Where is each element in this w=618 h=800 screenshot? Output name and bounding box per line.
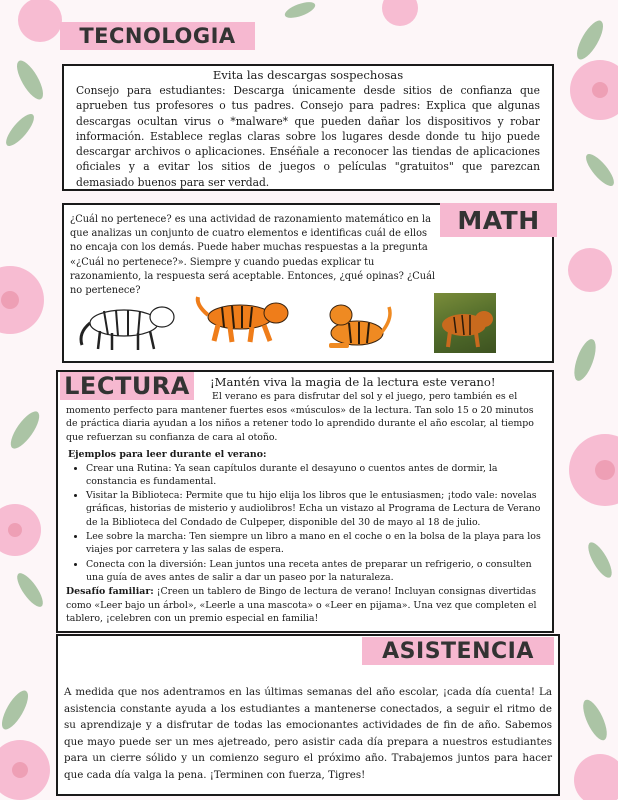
lectura-list <box>66 462 544 585</box>
tiger-photo-image <box>434 293 496 353</box>
lectura-heading: ¡Mantén viva la magia de la lectura este verano! <box>210 375 496 389</box>
white-tiger-sketch-image <box>74 293 179 353</box>
list-item: • Crear una Rutina: Ya sean capítulos durante el desayuno o cuentos antes de dormir, la constancia es fundamental. <box>86 462 544 489</box>
asistencia-banner: ASISTENCIA <box>362 637 554 665</box>
challenge-text: ¡Creen un tablero de Bingo de lectura de verano! Incluyan consignas divertidas como «Leer bajo un árbol», «Leerle a una mascota» o «Leer en pijama». Una vez que completen el tablero, ¡celebren con un premio especial en familia! <box>66 586 537 625</box>
lectura-challenge <box>66 585 544 626</box>
lectura-banner: LECTURA <box>60 372 194 400</box>
tecnologia-body: Consejo para estudiantes: Descarga únicamente desde sitios de confianza que aprueben tus profesores o tus padres. Consejo para padres: Explica que algunas descargas ocultan virus o *malware* que pueden dañar los dispositivos y robar información. Establece reglas claras sobre los lugares desde donde tu hijo puede descargar archivos o aplicaciones. Enséñale a reconocer las tiendas de aplicaciones oficiales y a evitar los sitios de juegos o películas "gratuitos" que parezcan demasiado buenos para ser verdad. <box>76 84 540 189</box>
lectura-subhead: Ejemplos para leer durante el verano: <box>68 449 267 460</box>
tecnologia-banner: TECNOLOGIA <box>60 22 255 50</box>
math-banner: MATH <box>440 203 557 237</box>
asistencia-body: A medida que nos adentramos en las últimas semanas del año escolar, ¡cada día cuenta! La asistencia constante ayuda a los estudiantes a mantenerse conectados, a seguir el ritmo de su aprendizaje y a disfrutar de todas las emocionantes actividades de fin de año. Sabemos que mayo puede ser un mes ajetreado, pero asistir cada día prepara a nuestros estudiantes para un cierre sólido y un comienzo seguro el próximo año. Trabajemos juntos para hacer que cada día valga la pena. ¡Terminen con fuerza, Tigres! <box>64 686 552 781</box>
list-item: • Conecta con la diversión: Lean juntos una receta antes de preparar un refrigerio, o consulten una guía de aves antes de salir a dar un paseo por la naturaleza. <box>86 558 544 585</box>
lectura-section <box>56 370 554 633</box>
lectura-intro: El verano es para disfrutar del sol y el juego, pero también es el momento perfecto para mantener fuertes esos «músculos» de la lectura. Tan solo 15 o 20 minutos de práctica diaria ayudan a los niños a retener todo lo aprendido durante el año escolar, al tiempo que refuerzan su confianza de cara al otoño. <box>66 391 534 443</box>
tiger-images <box>64 293 552 361</box>
tecnologia-title: Evita las descargas sospechosas <box>212 68 404 82</box>
list-item: • Lee sobre la marcha: Ten siempre un libro a mano en el coche o en la bolsa de la playa para los viajes por carretera y las salas de espera. <box>86 530 544 557</box>
list-item: • Visitar la Biblioteca: Permite que tu hijo elija los libros que le entusiasmen; ¡todo vale: novelas gráficas, historias de misterio y audiolibros! Echa un vistazo al Programa de Lectura de Verano de la Biblioteca del Condado de Culpeper, disponible del 30 de mayo al 18 de julio. <box>86 489 544 529</box>
math-body: ¿Cuál no pertenece? es una actividad de razonamiento matemático en la que analizas un conjunto de cuatro elementos e identificas cuál de ellos no encaja con los demás. Puede haber muchas respuestas a la pregunta «¿Cuál no pertenece?». Siempre y cuando puedas explicar tu razonamiento, la respuesta será aceptable. Entonces, ¿qué opinas? ¿Cuál no pertenece? <box>70 214 436 297</box>
orange-tiger-lying-image <box>319 299 394 354</box>
tecnologia-section <box>62 64 554 191</box>
orange-tiger-walking-image <box>192 293 292 345</box>
challenge-label: Desafío familiar: <box>66 586 154 598</box>
